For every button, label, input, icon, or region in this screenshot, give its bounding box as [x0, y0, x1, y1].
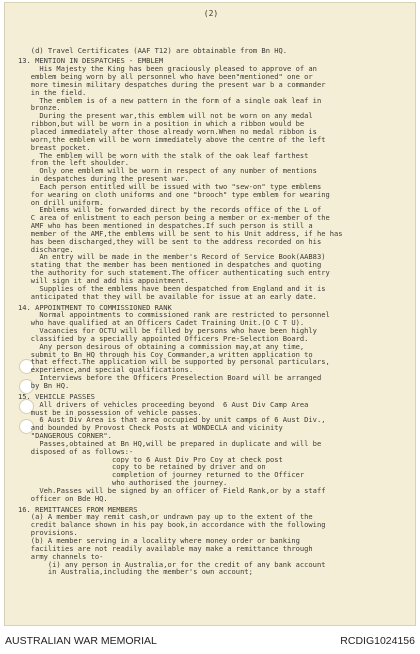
- text-line: in despatches during the present war.: [18, 175, 189, 183]
- text-line: Veh.Passes will be signed by an officer of Field Rank,or by a staff: [18, 486, 326, 495]
- text-line: (b) A member serving in a locality where money order or banking: [18, 537, 300, 545]
- text-line: in the field.: [18, 88, 87, 97]
- text-line: experience,and special qualifications.: [18, 366, 194, 375]
- text-line: Interviews before the Officers Preselection Board will be arranged: [18, 374, 322, 382]
- text-line: member of the AMF,the emblems will be sent to his Unit address, if he has: [18, 229, 343, 238]
- page-number: (2): [203, 9, 219, 18]
- text-line: who have qualified at an Officers Cadet Training Unit.(O C T U).: [18, 319, 305, 328]
- text-line: discharge.: [18, 245, 74, 254]
- text-line: worn,the emblem will be worn immediately above the centre of the left: [18, 135, 326, 144]
- text-line: copy to be retained by driver and on: [18, 463, 266, 472]
- text-line: 6 Aust Div Area is that area occupied by unit camps of 6 Aust Div.,: [18, 416, 326, 425]
- document-body: [18, 9, 404, 577]
- text-line: An entry will be made in the member's Record of Service Book(AAB83): [18, 253, 326, 262]
- text-line: The emblem is of a new pattern in the form of a single oak leaf in: [18, 96, 322, 105]
- text-line: officer on Bde HQ.: [18, 494, 108, 503]
- text-line: (a) A member may remit cash,or undrawn pay up to the extent of the: [18, 513, 313, 522]
- text-line: Emblems will be forwarded direct by the records office of the L of: [18, 206, 322, 215]
- text-line: Only one emblem will be worn in respect of any number of mentions: [18, 167, 317, 176]
- text-line: by Bn HQ.: [18, 381, 70, 390]
- text-line: from the left shoulder.: [18, 159, 130, 168]
- text-line: army channels to-: [18, 552, 104, 561]
- text-line: 13. MENTION IN DESPATCHES - EMBLEM: [18, 57, 164, 66]
- text-line: submit to Bn HQ through his Coy Commander,a written application to: [18, 350, 313, 359]
- text-line: on drill uniform.: [18, 198, 104, 207]
- text-line: classified by a specially appointed Officers Pre-Selection Board.: [18, 334, 309, 343]
- text-line: (d) Travel Certificates (AAF T12) are obtainable from Bn HQ.: [18, 46, 288, 55]
- record-id: RCDIG1024156: [340, 635, 415, 647]
- text-line: "DANGEROUS CORNER".: [18, 432, 112, 440]
- text-line: The emblem will be worn with the stalk of the oak leaf farthest: [18, 151, 309, 160]
- text-line: credit balance shown in his pay book,in accordance with the following: [18, 521, 326, 530]
- text-line: ribbon,but will be worn in a position in which a ribbon would be: [18, 120, 305, 128]
- text-line: who authorised the journey.: [18, 479, 228, 487]
- text-line: copy to 6 Aust Div Pro Coy at check post: [18, 455, 283, 464]
- text-line: Supplies of the emblems have been despatched from England and it is: [18, 284, 326, 293]
- text-line: bronze.: [18, 104, 61, 113]
- text-line: (i) any person in Australia,or for the credit of any bank account: [18, 560, 326, 569]
- text-line: Each person entitled will be issued with two "sew-on" type emblems: [18, 182, 322, 191]
- text-line: During the present war,this emblem will not be worn on any medal: [18, 112, 313, 121]
- text-line: Normal appointments to commissioned rank are restricted to personnel: [18, 311, 330, 320]
- text-line: disposed of as follows:-: [18, 447, 134, 456]
- text-line: must be in possession of vehicle passes.: [18, 408, 202, 417]
- text-line: emblem being worn by all personnel who have been"mentioned" one or: [18, 73, 313, 81]
- text-line: C area of enlistment to each person being a member or ex-member of the: [18, 214, 330, 223]
- text-line: AMF who has been mentioned in despatches.If such person is still a: [18, 222, 313, 230]
- text-line: in Australia,including the member's own account;: [18, 568, 253, 577]
- text-line: the authority for such statement.The officer authenticating such entry: [18, 269, 330, 277]
- text-line: will sign it and add his appointment.: [18, 277, 189, 285]
- document-page: [4, 2, 416, 626]
- text-line: Passes,obtained at Bn HQ,will be prepared in duplicate and will be: [18, 439, 322, 448]
- text-line: His Majesty the King has been graciously pleased to approve of an: [18, 65, 317, 74]
- text-line: has been discharged,they will be sent to the address recorded on his: [18, 237, 322, 246]
- text-line: breast pocket.: [18, 143, 91, 152]
- text-line: 14. APPOINTMENT TO COMMISSIONED RANK: [18, 303, 172, 312]
- text-line: 16. REMITTANCES FROM MEMBERS: [18, 505, 138, 514]
- archive-footer: [0, 626, 420, 654]
- text-line: Vacancies for OCTU will be filled by persons who have been highly: [18, 327, 317, 335]
- text-line: for wearing on cloth uniforms and one "brooch" type emblem for wearing: [18, 190, 330, 199]
- text-line: more timesin military despatches during the present war b a commander: [18, 80, 326, 89]
- text-line: placed immediately after those already worn.When no medal ribbon is: [18, 127, 317, 136]
- text-line: 15. VEHICLE PASSES: [18, 392, 95, 401]
- text-line: that effect.The application will be supported by personal particulars,: [18, 358, 330, 367]
- text-line: completion of journey returned to the Officer: [18, 471, 305, 480]
- text-line: All drivers of vehicles proceeding beyond 6 Aust Div Camp Area: [18, 400, 309, 409]
- archive-name: AUSTRALIAN WAR MEMORIAL: [5, 635, 157, 647]
- text-line: Any person desirous of obtaining a commission may,at any time,: [18, 342, 305, 351]
- text-line: anticipated that they will be available for issue at an early date.: [18, 292, 317, 301]
- text-line: provisions.: [18, 529, 78, 537]
- text-line: and bounded by Provost Check Posts at WONDECLA and vicinity: [18, 424, 283, 433]
- text-line: facilities are not readily available may make a remittance through: [18, 544, 313, 553]
- text-line: stating that the member has been mentioned in despatches and quoting: [18, 261, 322, 270]
